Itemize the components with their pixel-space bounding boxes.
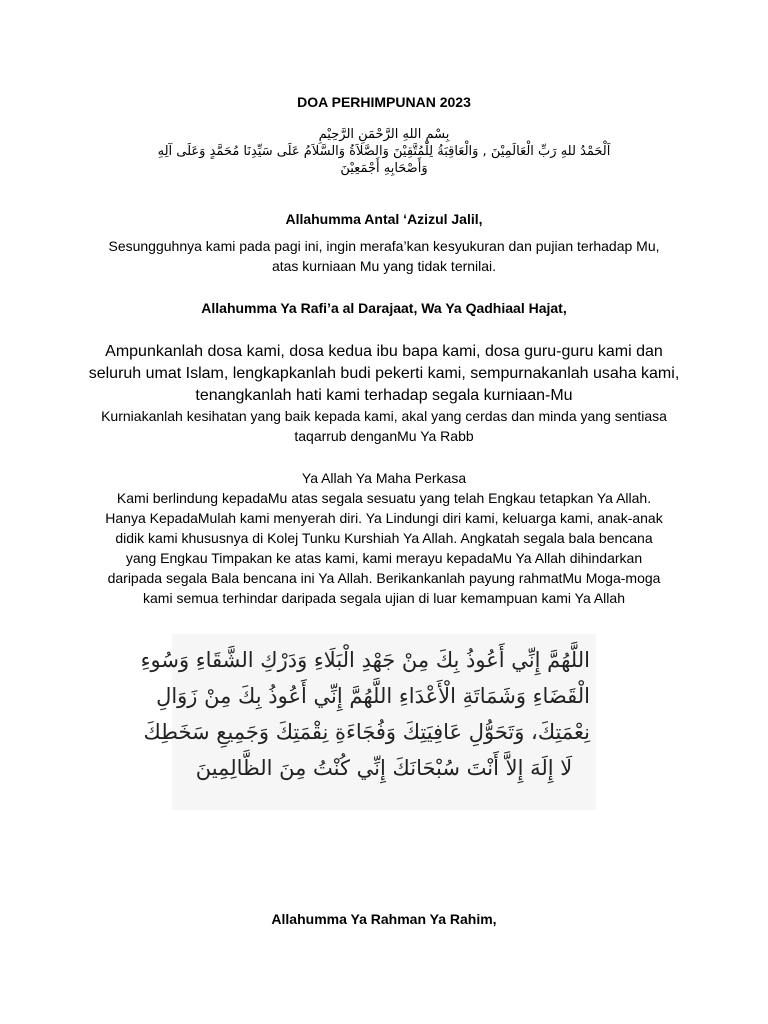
paragraph-line: kami semua terhindar daripada segala ujian di luar kemampuan kami Ya Allah (143, 590, 625, 606)
arabic-prayer-line: لَا إِلَهَ إِلاَّ أَنْتَ سُبْحَانَكَ إِنِّي كُنْتُ مِنَ الظَّالِمِينَ (195, 756, 573, 780)
arabic-opening (80, 126, 688, 177)
paragraph-line: Sesungguhnya kami pada pagi ini, ingin merafa’kan kesyukuran dan pujian terhadap Mu, (108, 238, 660, 254)
arabic-prayer-line: اللَّهُمَّ إِنِّي أَعُوذُ بِكَ مِنْ جَهْدِ الْبَلَاءِ وَدَرْكِ الشَّقَاءِ وَسُوءِ (140, 648, 590, 672)
arabic-prayer-line: الْقَضَاءِ وَشَمَاتَةِ الْأَعْدَاءِ اللَّهُمَّ إِنِّي أَعُوذُ بِكَ مِنْ زَوَالِ (156, 684, 590, 708)
paragraph-line: tenangkanlah hati kami terhadap segala kurniaan-Mu (195, 387, 573, 404)
basmalah: بِسْمِ اللهِ الرَّحْمَنِ الرَّحِيْمِ (318, 127, 450, 142)
section1-heading: Allahumma Antal ‘Azizul Jalil, (285, 211, 483, 227)
paragraph-line: Kurniakanlah kesihatan yang baik kepada kami, akal yang cerdas dan minda yang sentiasa (101, 408, 667, 424)
section4-heading: Allahumma Ya Rahman Ya Rahim, (271, 911, 497, 927)
arabic-prayer-line: نِعْمَتِكَ، وَتَحَوُّلِ عَافِيَتِكَ وَفُجَاءَةِ نِقْمَتِكَ وَجَمِيعِ سَخَطِكَ (143, 720, 590, 744)
arabic-opening-line: وَأَصْحَابِهِ أَجْمَعِيْنَ (340, 161, 428, 176)
paragraph-line: Ya Allah Ya Maha Perkasa (301, 470, 467, 486)
paragraph-line: atas kurniaan Mu yang tidak ternilai. (271, 258, 497, 274)
paragraph-line: didik kami khususnya di Kolej Tunku Kurshiah Ya Allah. Angkatah segala bala bencana (115, 530, 653, 546)
section2-paragraph-small (60, 406, 708, 446)
paragraph-line: Kami berlindung kepadaMu atas segala sesuatu yang telah Engkau tetapkan Ya Allah. (116, 490, 652, 506)
arabic-prayer-image (140, 634, 596, 810)
arabic-opening-line: اَلْحَمْدُ للهِ رَبِّ الْعَالَمِيْنَ , وَالْعَاقِبَةُ لِلْمُتَّقِيْنَ وَالصَّلاَةُ وَالسَّلاَمُ عَلَى سَيِّدِنَا مُحَمَّدٍ وَعَلَى آلِهِ (157, 144, 611, 159)
paragraph-line: daripada segala Bala bencana ini Ya Allah. Berikankanlah payung rahmatMu Moga-moga (107, 570, 661, 586)
paragraph-line: Hanya KepadaMulah kami menyerah diri. Ya Lindungi diri kami, keluarga kami, anak-anak (105, 510, 663, 526)
paragraph-line: seluruh umat Islam, lengkapkanlah budi pekerti kami, sempurnakanlah usaha kami, (88, 365, 680, 382)
paragraph-line: yang Engkau Timpakan ke atas kami, kami merayu kepadaMu Ya Allah dihindarkan (125, 550, 643, 566)
section1-paragraph (60, 236, 708, 276)
paragraph-line: Ampunkanlah dosa kami, dosa kedua ibu bapa kami, dosa guru-guru kami dan (105, 343, 663, 360)
paragraph-line: taqarrub denganMu Ya Rabb (294, 428, 474, 444)
section2-paragraph-large (60, 341, 708, 407)
section3-paragraph (60, 468, 708, 608)
section2-heading: Allahumma Ya Rafi’a al Darajaat, Wa Ya Qadhiaal Hajat, (201, 300, 567, 316)
document-title: DOA PERHIMPUNAN 2023 (297, 94, 471, 110)
